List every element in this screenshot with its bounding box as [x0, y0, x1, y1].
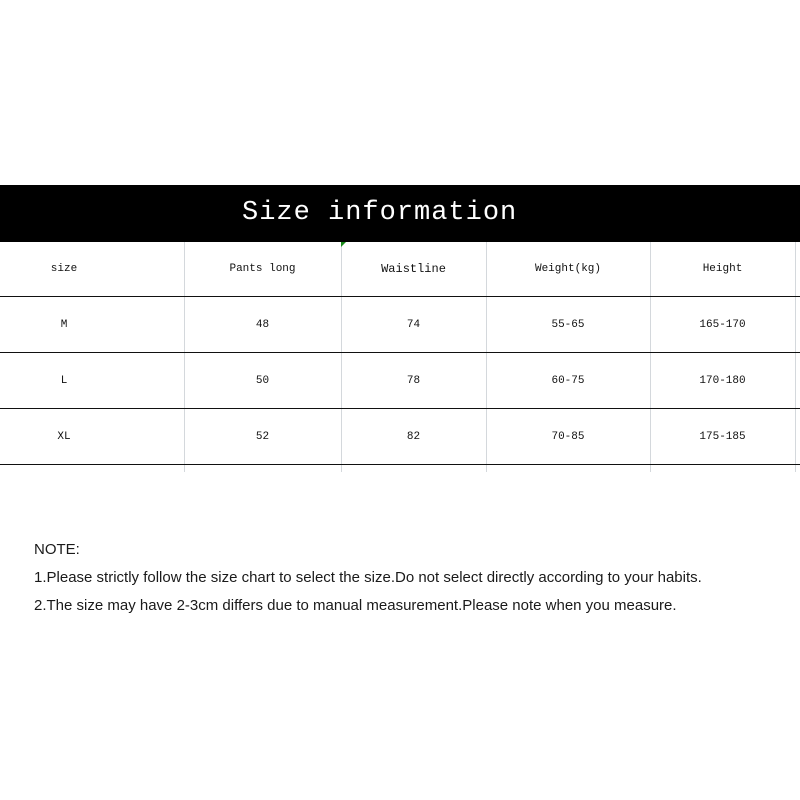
header-weight: Weight(kg) [534, 263, 601, 275]
page-title: Size information [242, 198, 518, 228]
notes-section [34, 540, 702, 624]
cell-waistline: 78 [406, 374, 421, 387]
table-header-row [0, 242, 800, 297]
notes-heading: NOTE: [34, 541, 80, 558]
header-pants-long: Pants long [229, 263, 296, 275]
title-banner [0, 185, 800, 242]
header-height: Height [702, 263, 743, 275]
size-table [0, 242, 800, 465]
cell-height: 165-170 [699, 318, 746, 331]
header-waistline: Waistline [381, 262, 446, 276]
cell-waistline: 74 [406, 318, 421, 331]
cell-waistline: 82 [406, 430, 421, 443]
cell-pants-long: 52 [255, 430, 270, 443]
cell-size: M [60, 318, 68, 331]
table-row [0, 297, 800, 353]
cell-size: L [60, 374, 68, 387]
header-size: size [50, 263, 78, 275]
table-row [0, 353, 800, 409]
note-item: 1.Please strictly follow the size chart to select the size.Do not select directly according to your habits. [34, 569, 702, 586]
table-row [0, 409, 800, 465]
cell-weight: 55-65 [551, 318, 585, 331]
cell-pants-long: 48 [255, 318, 270, 331]
cell-size: XL [57, 430, 71, 443]
cell-height: 170-180 [699, 374, 746, 387]
cell-weight: 70-85 [551, 430, 585, 443]
cell-pants-long: 50 [255, 374, 270, 387]
cell-weight: 60-75 [551, 374, 585, 387]
note-item: 2.The size may have 2-3cm differs due to manual measurement.Please note when you measure. [34, 597, 677, 614]
cell-height: 175-185 [699, 430, 746, 443]
